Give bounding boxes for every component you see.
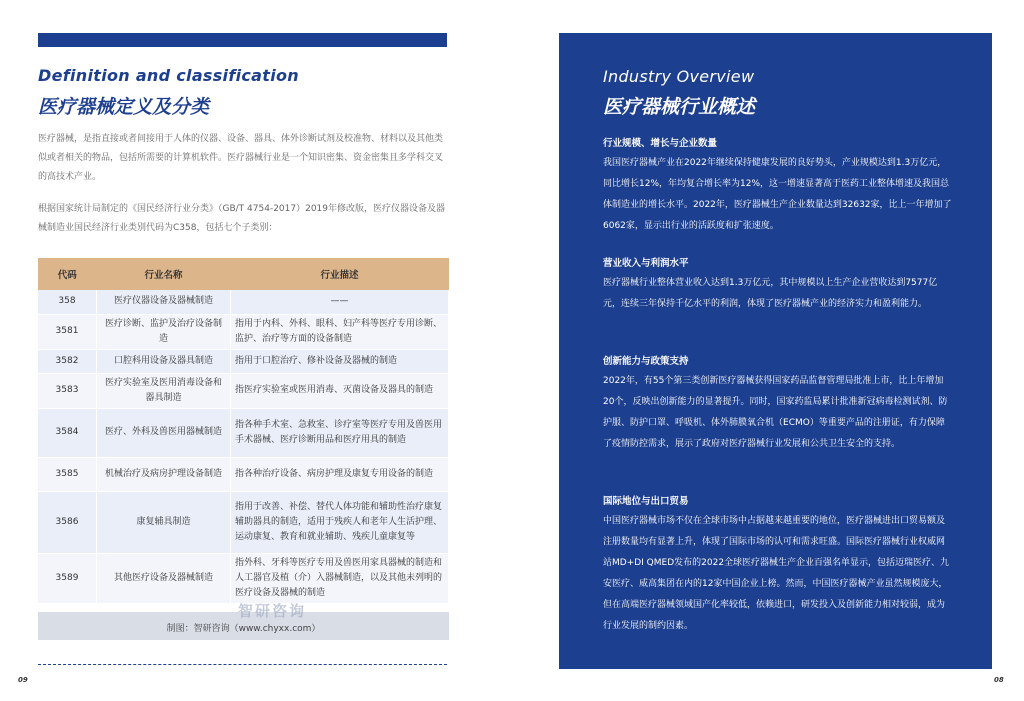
page-title-english: Definition and classification <box>38 66 299 85</box>
definition-paragraph: 医疗器械，是指直接或者间接用于人体的仪器、设备、器具、体外诊断试剂及校准物、材料以及其他类似或者相关的物品，包括所需要的计算机软件。医疗器械行业是一个知识密集、资金密集且多学科交叉的高技术产业。 <box>38 134 444 182</box>
cell-code: 3581 <box>38 314 97 349</box>
cell-name: 医疗实验室及医用消毒设备和器具制造 <box>97 373 231 408</box>
cell-name: 口腔科用设备及器具制造 <box>97 349 231 373</box>
cell-description: 指各种手术室、急救室、诊疗室等医疗专用及兽医用手术器械、医疗诊断用品和医疗用具的制造 <box>231 408 449 457</box>
cell-code: 3584 <box>38 408 97 457</box>
section-international-trade <box>603 493 953 637</box>
cell-code: 3583 <box>38 373 97 408</box>
table-row <box>38 349 449 373</box>
section-body: 医疗器械行业整体营业收入达到1.3万亿元，其中规模以上生产企业营收达到7577亿元，连续三年保持千亿水平的利润，体现了医疗器械产业的经济实力和盈利能力。 <box>603 278 938 309</box>
cell-description: 指用于改善、补偿、替代人体功能和辅助性治疗康复辅助器具的制造，适用于残疾人和老年人生活护理、运动康复、教育和就业辅助、残疾儿童康复等 <box>231 491 449 553</box>
section-heading: 行业规模、增长与企业数量 <box>603 138 718 149</box>
cell-description: 指外科、牙科等医疗专用及兽医用家具器械的制造和人工器官及植（介）入器械制造，以及其他未列明的医疗设备及器械的制造 <box>231 553 449 603</box>
cell-code: 3585 <box>38 457 97 491</box>
footer-divider <box>38 664 447 665</box>
cell-description: 指用于口腔治疗、修补设备及器械的制造 <box>231 349 449 373</box>
cell-name: 医疗诊断、监护及治疗设备制造 <box>97 314 231 349</box>
cell-description: —— <box>231 290 449 314</box>
cell-name: 医疗仪器设备及器械制造 <box>97 290 231 314</box>
header-industry-name: 行业名称 <box>97 258 231 290</box>
cell-name: 医疗、外科及兽医用器械制造 <box>97 408 231 457</box>
cell-code: 3589 <box>38 553 97 603</box>
cell-description: 指医疗实验室或医用消毒、灭菌设备及器具的制造 <box>231 373 449 408</box>
section-innovation-policy <box>603 353 953 455</box>
table-row <box>38 373 449 408</box>
cell-description: 指用于内科、外科、眼科、妇产科等医疗专用诊断、监护、治疗等方面的设备制造 <box>231 314 449 349</box>
section-body: 2022年，有55个第三类创新医疗器械获得国家药品监督管理局批准上市，比上年增加20个，反映出创新能力的显著提升。同时，国家药监局累计批准新冠病毒检测试剂、防护服、防护口罩、呼吸机、体外肺膜氧合机（ECMO）等重要产品的注册证，有力保障了疫情防控需求，展示了政府对医疗器械行业发展和公共卫生安全的支持。 <box>603 376 948 449</box>
section-heading: 营业收入与利润水平 <box>603 258 689 269</box>
page-number-right: 08 <box>994 676 1004 684</box>
header-code: 代码 <box>38 258 97 290</box>
section-body: 中国医疗器械市场不仅在全球市场中占据越来越重要的地位，医疗器械进出口贸易额及注册数量均有显著上升，体现了国际市场的认可和需求旺盛。国际医疗器械行业权威网站MD+DI QMED发布的2022全球医疗器械生产企业百强名单显示，包括迈瑞医疗、九安医疗、威高集团在内的12家中国企业上榜。然而，中国医疗器械产业虽然规模庞大，但在高端医疗器械领域国产化率较低，依赖进口，研发投入及创新能力相对较弱，成为行业发展的制约因素。 <box>603 516 950 631</box>
chart-credit: 制图：智研咨询（www.chyxx.com） <box>38 612 449 640</box>
cell-name: 机械治疗及病房护理设备制造 <box>97 457 231 491</box>
table-row <box>38 457 449 491</box>
table-row <box>38 491 449 553</box>
page-number-left: 09 <box>18 676 28 684</box>
cell-code: 3582 <box>38 349 97 373</box>
table-row <box>38 553 449 603</box>
industry-overview-panel <box>559 33 992 669</box>
cell-name: 其他医疗设备及器械制造 <box>97 553 231 603</box>
section-scale-growth <box>603 135 953 237</box>
classification-table <box>38 258 449 604</box>
cell-code: 358 <box>38 290 97 314</box>
section-body: 我国医疗器械产业在2022年继续保持健康发展的良好势头，产业规模达到1.3万亿元，同比增长12%，年均复合增长率为12%，这一增速显著高于医药工业整体增速及我国总体制造业的增长水平。2022年，医疗器械生产企业数量达到32632家，比上一年增加了6062家，显示出行业的活跃度和扩张速度。 <box>603 158 952 231</box>
watermark-logo: 智研咨询 <box>238 602 307 620</box>
section-heading: 国际地位与出口贸易 <box>603 496 689 507</box>
header-industry-description: 行业描述 <box>231 258 449 290</box>
table-row <box>38 290 449 314</box>
table-row <box>38 408 449 457</box>
classification-paragraph: 根据国家统计局制定的《国民经济行业分类》（GB/T 4754-2017）2019年修改版，医疗仪器设备及器械制造业国民经济行业类别代码为C358，包括七个子类别： <box>38 204 446 233</box>
panel-title-english: Industry Overview <box>603 67 755 86</box>
section-revenue-profit <box>603 255 953 315</box>
cell-name: 康复辅具制造 <box>97 491 231 553</box>
top-accent-bar <box>38 33 447 47</box>
table-header-row <box>38 258 449 290</box>
cell-code: 3586 <box>38 491 97 553</box>
cell-description: 指各种治疗设备、病房护理及康复专用设备的制造 <box>231 457 449 491</box>
section-heading: 创新能力与政策支持 <box>603 356 689 367</box>
table-row <box>38 314 449 349</box>
page-title-chinese: 医疗器械定义及分类 <box>38 96 210 118</box>
panel-title-chinese: 医疗器械行业概述 <box>603 96 756 118</box>
